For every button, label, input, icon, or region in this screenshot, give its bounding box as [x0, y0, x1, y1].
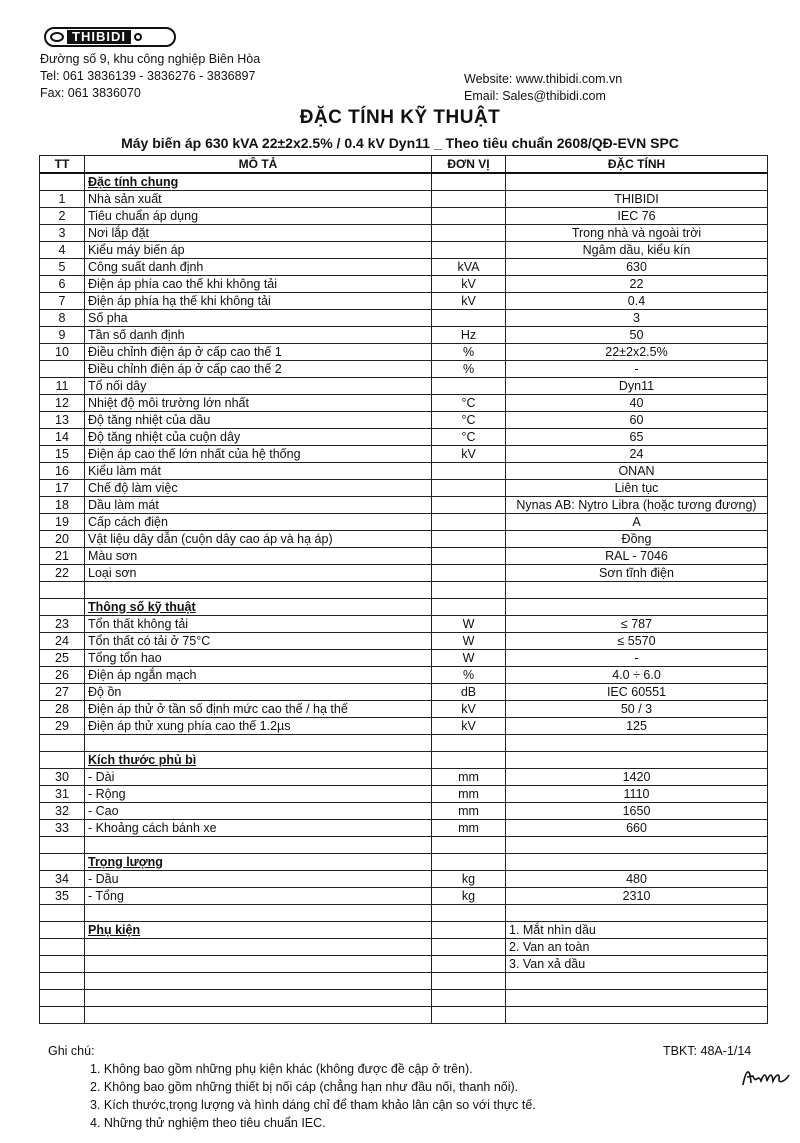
row-unit	[432, 565, 506, 582]
row-unit	[432, 208, 506, 225]
row-unit: mm	[432, 803, 506, 820]
table-row	[40, 395, 768, 412]
row-unit	[432, 1007, 506, 1024]
row-description: - Khoảng cách bánh xe	[85, 820, 432, 837]
row-unit: kV	[432, 276, 506, 293]
row-value	[506, 854, 768, 871]
row-number: 32	[40, 803, 85, 820]
table-row	[40, 361, 768, 378]
note-item: 3. Kích thước,trọng lượng và hình dáng chỉ để tham khảo lân cận so với thực tế.	[90, 1098, 536, 1112]
row-number: 19	[40, 514, 85, 531]
row-value: 2310	[506, 888, 768, 905]
row-value: 50	[506, 327, 768, 344]
row-unit	[432, 599, 506, 616]
row-unit: W	[432, 633, 506, 650]
table-row	[40, 429, 768, 446]
table-row	[40, 412, 768, 429]
blank-row	[40, 837, 768, 854]
row-number	[40, 173, 85, 191]
row-unit: kV	[432, 718, 506, 735]
row-description	[85, 582, 432, 599]
row-value	[506, 1007, 768, 1024]
row-description: Độ tăng nhiệt của cuộn dây	[85, 429, 432, 446]
row-number: 22	[40, 565, 85, 582]
row-description: Màu sơn	[85, 548, 432, 565]
row-value: A	[506, 514, 768, 531]
blank-row	[40, 582, 768, 599]
row-number: 7	[40, 293, 85, 310]
row-description	[85, 939, 432, 956]
row-number	[40, 837, 85, 854]
table-row	[40, 820, 768, 837]
row-description: Điện áp ngắn mạch	[85, 667, 432, 684]
row-number: 29	[40, 718, 85, 735]
row-number	[40, 599, 85, 616]
row-number: 24	[40, 633, 85, 650]
table-row	[40, 242, 768, 259]
row-value: -	[506, 361, 768, 378]
row-value: 2. Van an toàn	[506, 939, 768, 956]
table-row	[40, 344, 768, 361]
row-value: 60	[506, 412, 768, 429]
row-number: 6	[40, 276, 85, 293]
row-description: Tần số danh định	[85, 327, 432, 344]
row-description: Điện áp cao thế lớn nhất của hệ thống	[85, 446, 432, 463]
row-value: 480	[506, 871, 768, 888]
table-row	[40, 888, 768, 905]
table-row	[40, 446, 768, 463]
row-unit	[432, 973, 506, 990]
row-unit	[432, 956, 506, 973]
row-number	[40, 905, 85, 922]
section-row	[40, 922, 768, 939]
row-number: 15	[40, 446, 85, 463]
table-row	[40, 939, 768, 956]
row-value: RAL - 7046	[506, 548, 768, 565]
row-unit	[432, 752, 506, 769]
row-number: 16	[40, 463, 85, 480]
signature-mark	[740, 1065, 792, 1089]
notes-list	[90, 1060, 536, 1132]
row-number: 21	[40, 548, 85, 565]
row-value: 0.4	[506, 293, 768, 310]
row-value	[506, 990, 768, 1007]
table-row	[40, 650, 768, 667]
row-value: IEC 76	[506, 208, 768, 225]
doc-code: TBKT: 48A-1/14	[663, 1044, 752, 1058]
section-row	[40, 854, 768, 871]
row-unit: °C	[432, 412, 506, 429]
table-row	[40, 769, 768, 786]
row-number: 18	[40, 497, 85, 514]
row-description	[85, 905, 432, 922]
row-number: 20	[40, 531, 85, 548]
row-description: Chế độ làm việc	[85, 480, 432, 497]
row-description	[85, 990, 432, 1007]
row-description: Tổn thất không tải	[85, 616, 432, 633]
row-unit	[432, 990, 506, 1007]
row-unit: kV	[432, 446, 506, 463]
row-value: 65	[506, 429, 768, 446]
row-description: Kiểu làm mát	[85, 463, 432, 480]
header-don-vi: ĐƠN VỊ	[432, 156, 506, 174]
table-row	[40, 225, 768, 242]
row-number: 8	[40, 310, 85, 327]
table-row	[40, 718, 768, 735]
row-description: Kiểu máy biến áp	[85, 242, 432, 259]
row-value: THIBIDI	[506, 191, 768, 208]
row-number: 33	[40, 820, 85, 837]
row-description: Trọng lượng	[85, 854, 432, 871]
section-row	[40, 173, 768, 191]
row-value: 660	[506, 820, 768, 837]
blank-row	[40, 735, 768, 752]
row-description: Loại sơn	[85, 565, 432, 582]
row-number	[40, 956, 85, 973]
row-description	[85, 1007, 432, 1024]
row-description: Tổn thất có tải ở 75°C	[85, 633, 432, 650]
row-unit: Hz	[432, 327, 506, 344]
row-unit	[432, 242, 506, 259]
row-unit	[432, 497, 506, 514]
note-item: 4. Những thử nghiệm theo tiêu chuẩn IEC.	[90, 1116, 326, 1130]
table-row	[40, 548, 768, 565]
notes-label: Ghi chú:	[48, 1044, 95, 1058]
row-number: 31	[40, 786, 85, 803]
row-description	[85, 837, 432, 854]
row-value: Sơn tĩnh điện	[506, 565, 768, 582]
row-description: Tổ nối dây	[85, 378, 432, 395]
table-row	[40, 667, 768, 684]
row-number: 34	[40, 871, 85, 888]
row-unit	[432, 480, 506, 497]
row-number: 26	[40, 667, 85, 684]
row-number	[40, 854, 85, 871]
row-value: 1650	[506, 803, 768, 820]
row-value: ≤ 787	[506, 616, 768, 633]
row-description	[85, 973, 432, 990]
row-value: 24	[506, 446, 768, 463]
row-value	[506, 599, 768, 616]
table-row	[40, 871, 768, 888]
company-fax: Fax: 061 3836070	[40, 86, 141, 100]
row-number: 9	[40, 327, 85, 344]
table-row	[40, 327, 768, 344]
row-value: 125	[506, 718, 768, 735]
row-unit	[432, 191, 506, 208]
row-value: 630	[506, 259, 768, 276]
row-number: 27	[40, 684, 85, 701]
row-number: 2	[40, 208, 85, 225]
table-row	[40, 310, 768, 327]
table-header-row	[40, 156, 768, 174]
header-dac-tinh: ĐẶC TÍNH	[506, 156, 768, 174]
row-value: 22	[506, 276, 768, 293]
row-unit	[432, 225, 506, 242]
company-tel: Tel: 061 3836139 - 3836276 - 3836897	[40, 69, 256, 83]
table-row	[40, 378, 768, 395]
row-unit: W	[432, 650, 506, 667]
row-unit: W	[432, 616, 506, 633]
table-row	[40, 191, 768, 208]
row-number: 10	[40, 344, 85, 361]
row-unit	[432, 735, 506, 752]
table-row	[40, 514, 768, 531]
row-unit: %	[432, 361, 506, 378]
table-row	[40, 701, 768, 718]
row-description: Điện áp thử ở tần số định mức cao thế / hạ thế	[85, 701, 432, 718]
blank-row	[40, 973, 768, 990]
row-unit: kg	[432, 888, 506, 905]
row-description: Cấp cách điện	[85, 514, 432, 531]
blank-row	[40, 905, 768, 922]
row-description: - Dầu	[85, 871, 432, 888]
row-description: Số pha	[85, 310, 432, 327]
row-value: Dyn11	[506, 378, 768, 395]
row-number: 4	[40, 242, 85, 259]
row-value: 1420	[506, 769, 768, 786]
row-value	[506, 735, 768, 752]
blank-row	[40, 1007, 768, 1024]
row-description: Tổng tổn hao	[85, 650, 432, 667]
row-value: Liên tục	[506, 480, 768, 497]
row-number: 28	[40, 701, 85, 718]
row-unit	[432, 310, 506, 327]
row-unit: °C	[432, 429, 506, 446]
row-description: Điều chỉnh điện áp ở cấp cao thế 2	[85, 361, 432, 378]
row-description: Nhà sản xuất	[85, 191, 432, 208]
table-row	[40, 497, 768, 514]
row-value: Trong nhà và ngoài trời	[506, 225, 768, 242]
table-row	[40, 259, 768, 276]
row-number: 5	[40, 259, 85, 276]
row-value: ONAN	[506, 463, 768, 480]
row-number	[40, 990, 85, 1007]
table-row	[40, 208, 768, 225]
section-row	[40, 599, 768, 616]
company-logo	[44, 27, 176, 47]
row-value: -	[506, 650, 768, 667]
row-unit: kV	[432, 701, 506, 718]
row-value: 3. Van xả dầu	[506, 956, 768, 973]
row-unit	[432, 514, 506, 531]
row-number	[40, 361, 85, 378]
row-description	[85, 956, 432, 973]
row-description: Phụ kiện	[85, 922, 432, 939]
row-description: Công suất danh định	[85, 259, 432, 276]
row-number: 11	[40, 378, 85, 395]
table-row	[40, 633, 768, 650]
row-description: Điện áp phía hạ thế khi không tải	[85, 293, 432, 310]
row-value: 1110	[506, 786, 768, 803]
row-unit	[432, 922, 506, 939]
document-subtitle: Máy biến áp 630 kVA 22±2x2.5% / 0.4 kV Dyn11 _ Theo tiêu chuẩn 2608/QĐ-EVN SPC	[121, 135, 679, 151]
table-row	[40, 803, 768, 820]
row-unit: mm	[432, 820, 506, 837]
row-value: 22±2x2.5%	[506, 344, 768, 361]
row-unit: dB	[432, 684, 506, 701]
logo-text: THIBIDI	[67, 30, 131, 44]
row-description: Điện áp thử xung phía cao thế 1.2µs	[85, 718, 432, 735]
row-unit	[432, 173, 506, 191]
row-number: 14	[40, 429, 85, 446]
logo-circle-icon	[134, 33, 142, 41]
row-value	[506, 973, 768, 990]
row-unit	[432, 939, 506, 956]
row-unit	[432, 582, 506, 599]
row-number	[40, 752, 85, 769]
table-row	[40, 565, 768, 582]
row-number	[40, 973, 85, 990]
table-row	[40, 276, 768, 293]
row-number: 13	[40, 412, 85, 429]
table-body	[40, 173, 768, 1024]
row-number: 1	[40, 191, 85, 208]
row-value: ≤ 5570	[506, 633, 768, 650]
row-description: Vật liệu dây dẫn (cuộn dây cao áp và hạ áp)	[85, 531, 432, 548]
row-description: Nơi lắp đặt	[85, 225, 432, 242]
logo-eye-icon	[50, 32, 64, 42]
row-description: Nhiệt độ môi trường lớn nhất	[85, 395, 432, 412]
row-unit: kV	[432, 293, 506, 310]
row-description: Kích thước phủ bì	[85, 752, 432, 769]
header-mo-ta: MÔ TẢ	[85, 156, 432, 174]
row-value	[506, 905, 768, 922]
row-number: 25	[40, 650, 85, 667]
row-description: Tiêu chuẩn áp dụng	[85, 208, 432, 225]
document-title: ĐẶC TÍNH KỸ THUẬT	[299, 107, 501, 128]
row-number: 17	[40, 480, 85, 497]
table-row	[40, 956, 768, 973]
note-item: 1. Không bao gồm những phụ kiện khác (không được đề cập ở trên).	[90, 1062, 473, 1076]
row-unit	[432, 548, 506, 565]
row-unit	[432, 854, 506, 871]
table-row	[40, 531, 768, 548]
row-value: IEC 60551	[506, 684, 768, 701]
row-description: Đặc tính chung	[85, 173, 432, 191]
row-number	[40, 1007, 85, 1024]
row-value	[506, 173, 768, 191]
table-row	[40, 616, 768, 633]
row-number	[40, 582, 85, 599]
table-row	[40, 293, 768, 310]
row-value: 4.0 ÷ 6.0	[506, 667, 768, 684]
row-description: - Tổng	[85, 888, 432, 905]
company-address: Đường số 9, khu công nghiệp Biên Hòa	[40, 52, 261, 66]
row-unit: kg	[432, 871, 506, 888]
row-value: Ngâm dầu, kiểu kín	[506, 242, 768, 259]
row-unit: %	[432, 344, 506, 361]
row-unit: mm	[432, 786, 506, 803]
row-value: Nynas AB: Nytro Libra (hoặc tương đương)	[506, 497, 768, 514]
row-description: - Cao	[85, 803, 432, 820]
row-unit	[432, 463, 506, 480]
row-value	[506, 837, 768, 854]
row-unit: °C	[432, 395, 506, 412]
row-unit	[432, 531, 506, 548]
row-unit	[432, 837, 506, 854]
row-number	[40, 922, 85, 939]
row-unit	[432, 905, 506, 922]
company-website[interactable]: Website: www.thibidi.com.vn	[464, 72, 623, 86]
spec-table	[39, 155, 768, 1024]
row-description	[85, 735, 432, 752]
row-value	[506, 752, 768, 769]
row-description: Dầu làm mát	[85, 497, 432, 514]
row-number	[40, 735, 85, 752]
table-row	[40, 480, 768, 497]
row-unit: mm	[432, 769, 506, 786]
section-row	[40, 752, 768, 769]
row-value: 1. Mắt nhìn dầu	[506, 922, 768, 939]
row-value: Đồng	[506, 531, 768, 548]
row-number: 3	[40, 225, 85, 242]
row-description: Thông số kỹ thuật	[85, 599, 432, 616]
table-row	[40, 463, 768, 480]
row-value	[506, 582, 768, 599]
row-unit: %	[432, 667, 506, 684]
row-number	[40, 939, 85, 956]
header-tt: TT	[40, 156, 85, 174]
row-description: - Rộng	[85, 786, 432, 803]
row-value: 3	[506, 310, 768, 327]
row-description: Độ tăng nhiệt của dầu	[85, 412, 432, 429]
row-unit	[432, 378, 506, 395]
row-unit: kVA	[432, 259, 506, 276]
table-row	[40, 684, 768, 701]
row-value: 40	[506, 395, 768, 412]
company-email[interactable]: Email: Sales@thibidi.com	[464, 89, 606, 103]
row-description: - Dài	[85, 769, 432, 786]
row-number: 23	[40, 616, 85, 633]
row-number: 12	[40, 395, 85, 412]
row-value: 50 / 3	[506, 701, 768, 718]
row-description: Điện áp phía cao thế khi không tải	[85, 276, 432, 293]
row-description: Độ ồn	[85, 684, 432, 701]
row-description: Điều chỉnh điện áp ở cấp cao thế 1	[85, 344, 432, 361]
table-row	[40, 786, 768, 803]
row-number: 35	[40, 888, 85, 905]
blank-row	[40, 990, 768, 1007]
note-item: 2. Không bao gồm những thiết bị nối cáp (chẳng hạn như đầu nối, thanh nối).	[90, 1080, 519, 1094]
row-number: 30	[40, 769, 85, 786]
